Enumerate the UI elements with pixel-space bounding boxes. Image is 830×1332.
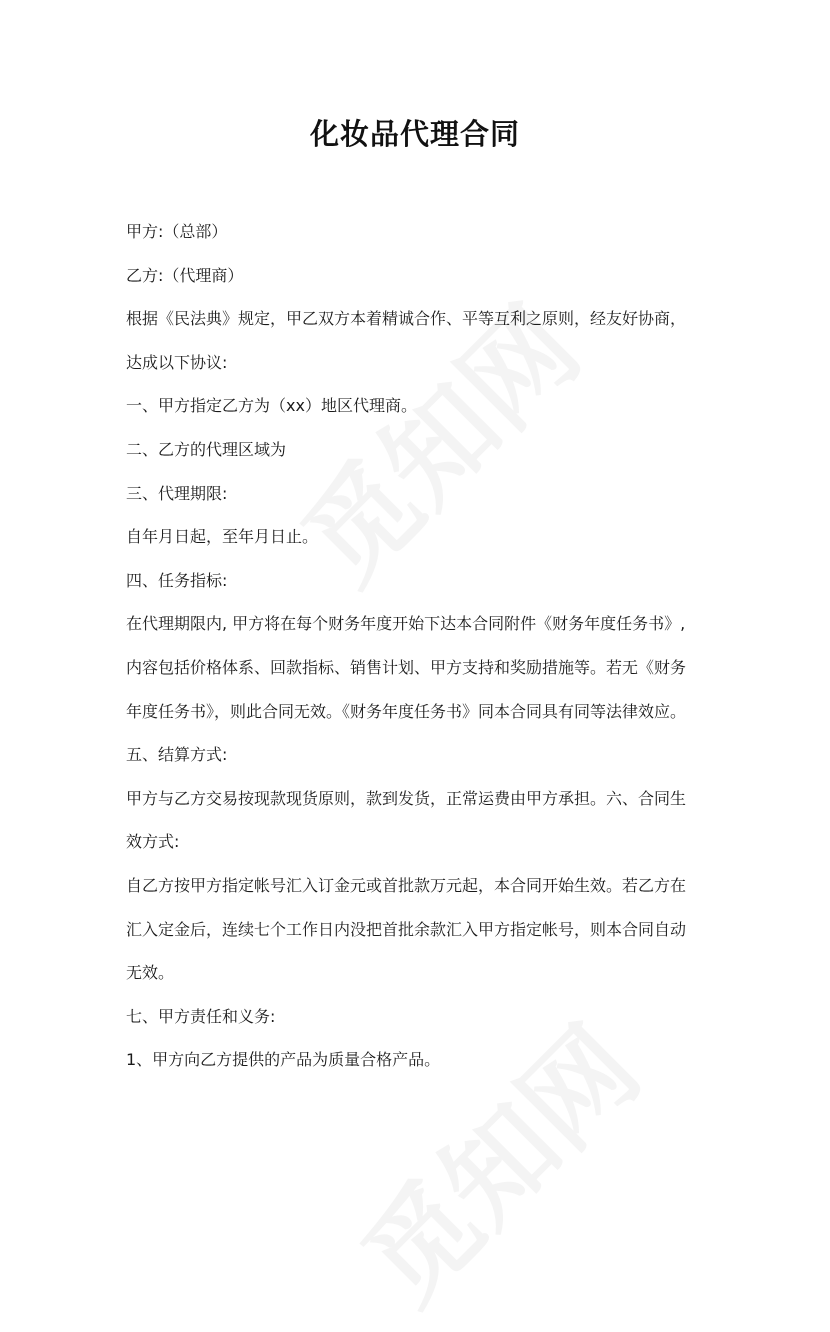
- clause-3-text: 自年月日起，至年月日止。: [126, 527, 319, 547]
- clause-2-line: 二、乙方的代理区域为: [126, 439, 287, 459]
- clause-6-heading: 效方式:: [126, 832, 180, 852]
- party-a-line: 甲方:（总部）: [126, 222, 228, 241]
- clause-6-text: 汇入定金后，连续七个工作日内没把首批余款汇入甲方指定帐号，则本合同自动: [126, 919, 687, 939]
- preamble-line: 根据《民法典》规定，甲乙双方本着精诚合作、平等互利之原则，经友好协商，: [126, 309, 687, 329]
- clause-1-line: 一、甲方指定乙方为（xx）地区代理商。: [126, 396, 417, 416]
- party-b-line: 乙方:（代理商）: [126, 265, 244, 285]
- clause-7-heading: 七、甲方责任和义务:: [126, 1006, 276, 1026]
- preamble-line: 达成以下协议:: [126, 352, 228, 372]
- clause-7-item-1: 1、甲方向乙方提供的产品为质量合格产品。: [126, 1050, 441, 1070]
- clause-4-text: 在代理期限内, 甲方将在每个财务年度开始下达本合同附件《财务年度任务书》,: [126, 614, 686, 634]
- page-title: 化妆品代理合同: [309, 117, 520, 151]
- clause-5-heading: 五、结算方式:: [126, 745, 228, 765]
- clause-3-heading: 三、代理期限:: [126, 483, 228, 503]
- clause-6-text: 自乙方按甲方指定帐号汇入订金元或首批款万元起，本合同开始生效。若乙方在: [126, 875, 687, 895]
- clause-4-heading: 四、任务指标:: [126, 570, 228, 590]
- clause-5-text: 甲方与乙方交易按现款现货原则，款到发货，正常运费由甲方承担。六、合同生: [126, 788, 687, 808]
- clause-4-text: 内容包括价格体系、回款指标、销售计划、甲方支持和奖励措施等。若无《财务: [126, 657, 687, 677]
- clause-6-text: 无效。: [126, 963, 175, 983]
- document-body: [126, 210, 716, 1082]
- clause-4-text: 年度任务书》，则此合同无效。《财务年度任务书》同本合同具有同等法律效应。: [126, 701, 687, 721]
